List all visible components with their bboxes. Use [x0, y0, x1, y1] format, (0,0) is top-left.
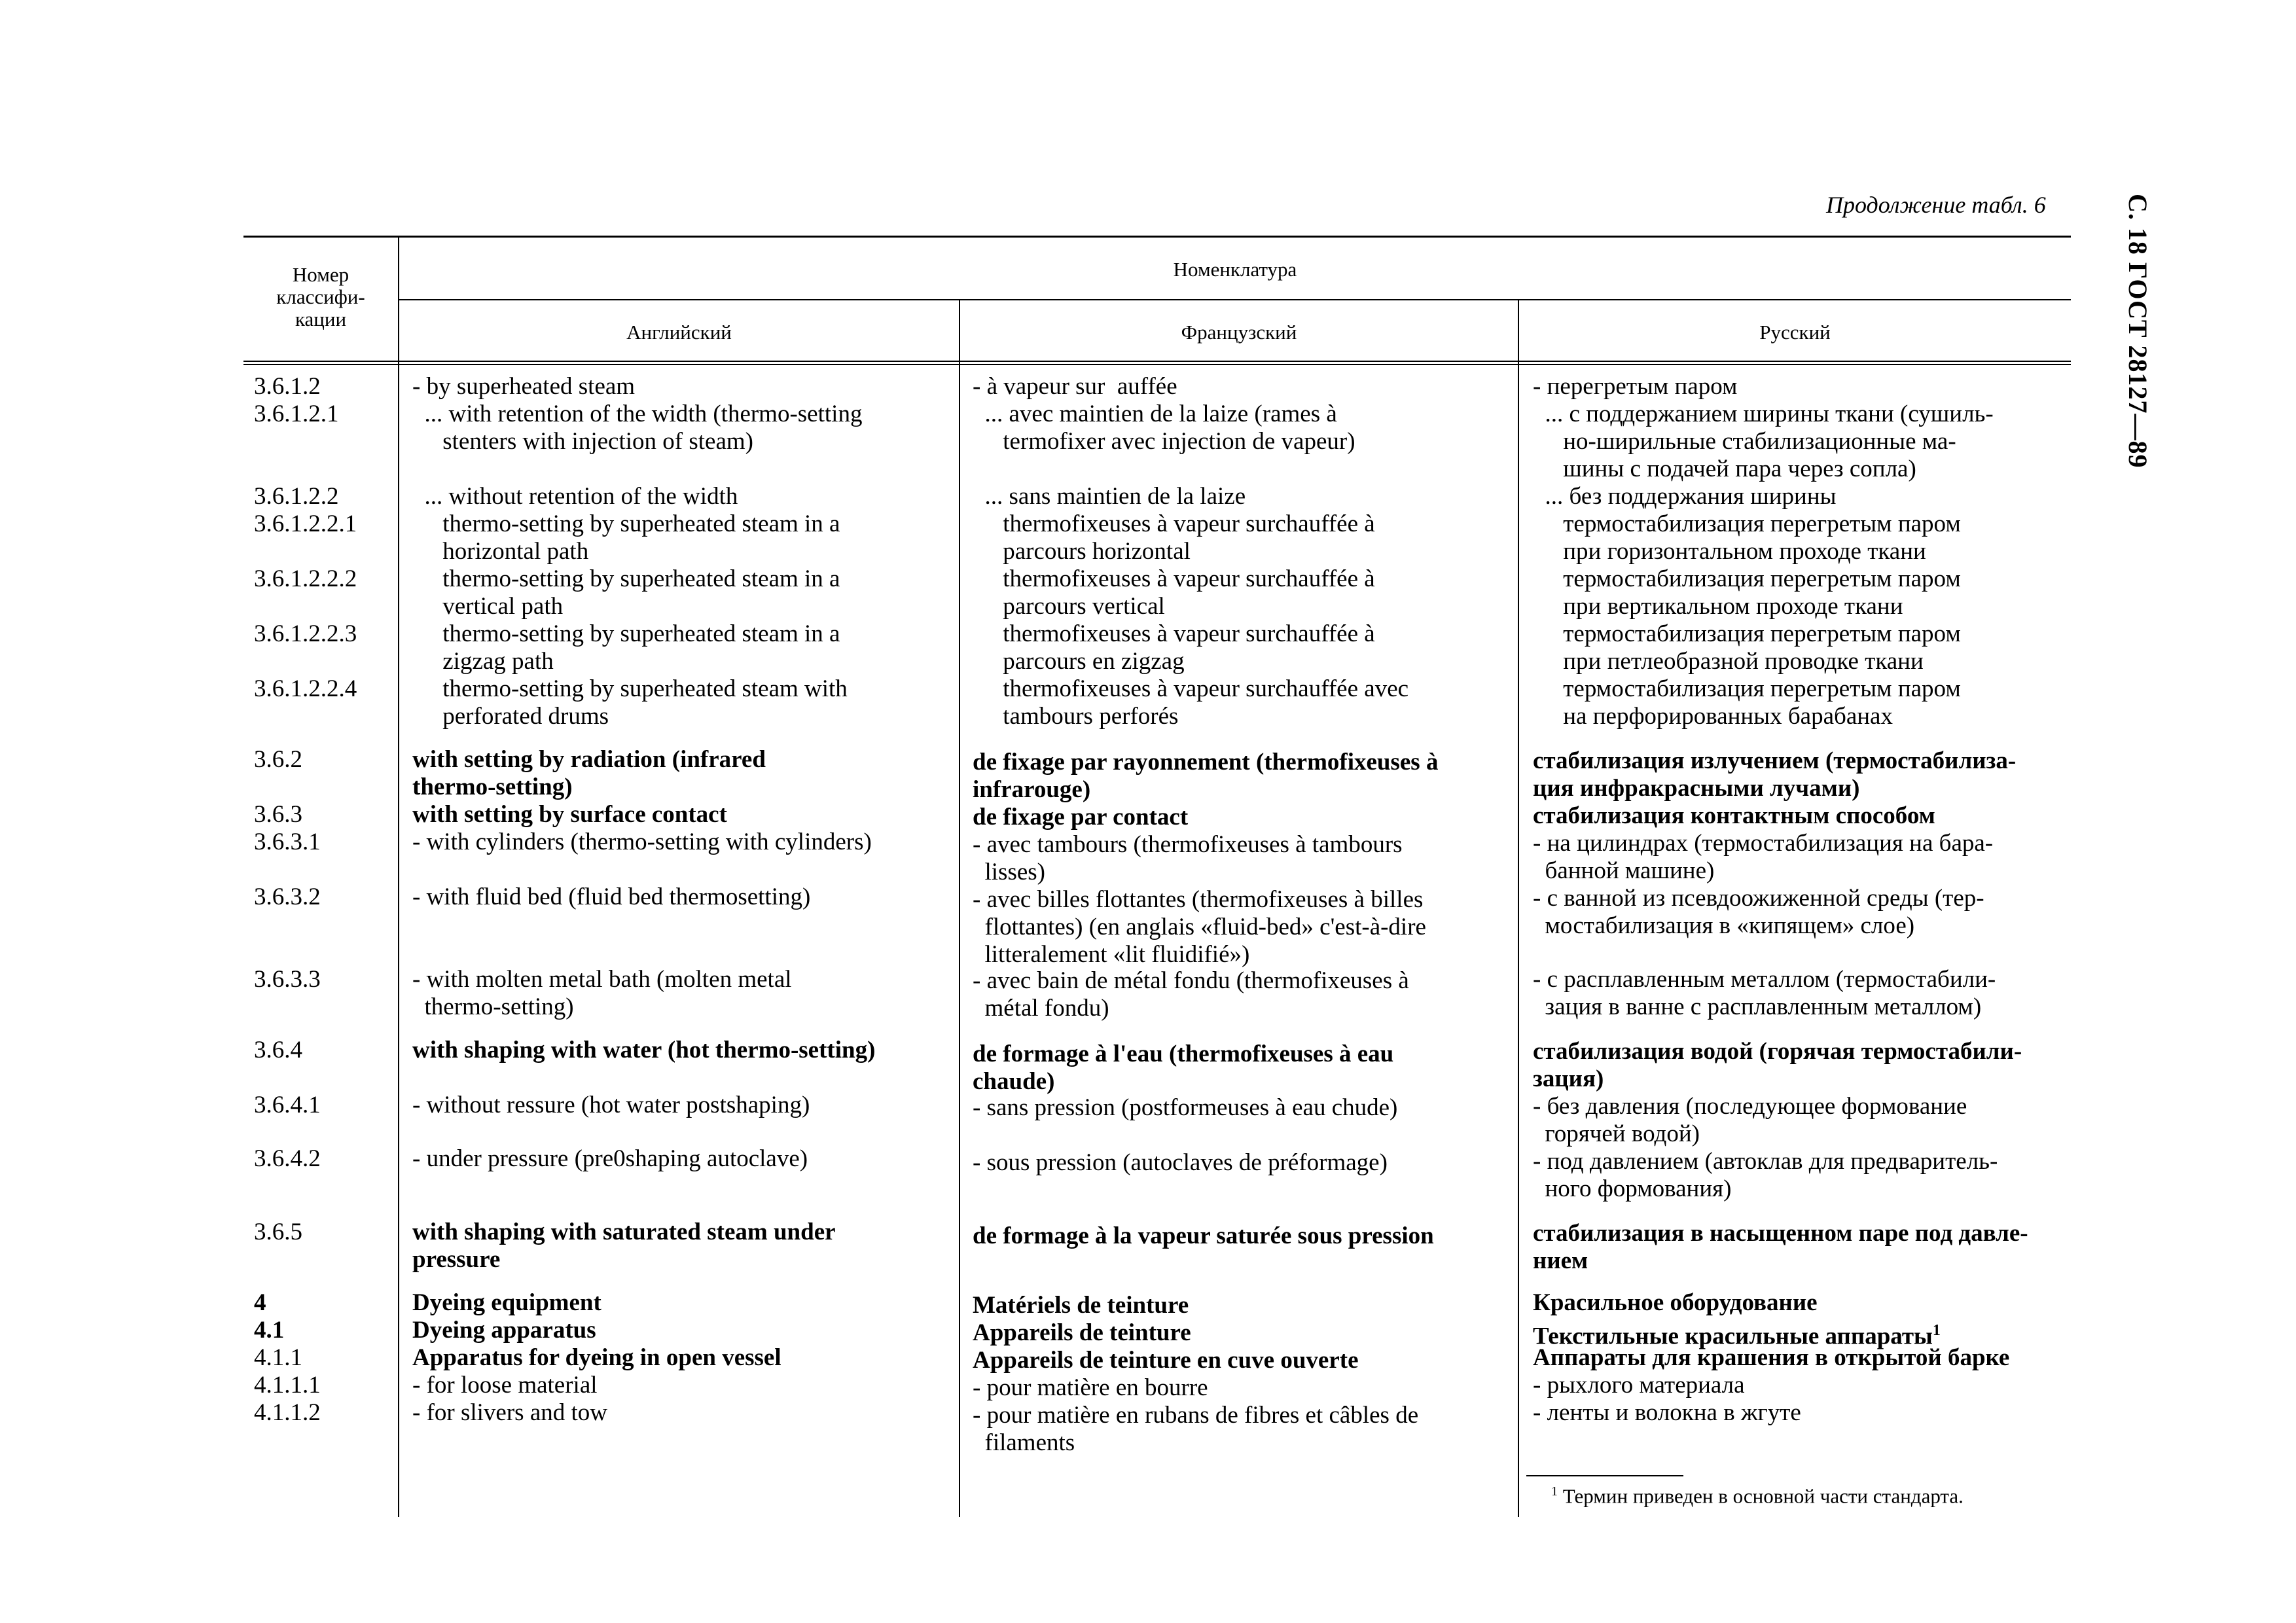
header-number: Номер классифи- кации: [276, 263, 365, 330]
footnote-reference: 1: [1932, 1322, 1941, 1339]
row-number: 3.6.4.2: [254, 1145, 321, 1172]
row-english: ... without retention of the width: [412, 483, 738, 510]
row-russian: - под давлением (автоклав для предваритель- ного формования): [1533, 1148, 1998, 1202]
row-number: 3.6.5: [254, 1219, 302, 1245]
row-english: - without ressure (hot water postshaping): [412, 1092, 810, 1118]
row-french: de fixage par contact: [973, 804, 1189, 830]
row-english: with shaping with saturated steam under pressure: [412, 1219, 836, 1273]
row-english: thermo-setting by superheated steam with perforated drums: [442, 675, 848, 730]
row-english: Apparatus for dyeing in open vessel: [412, 1344, 781, 1371]
row-number: 3.6.1.2.2.2: [254, 565, 357, 592]
row-french: Appareils de teinture: [973, 1319, 1191, 1346]
row-english: with setting by surface contact: [412, 801, 727, 828]
row-french: ... sans maintien de la laize: [973, 483, 1246, 510]
row-number: 3.6.3.2: [254, 883, 321, 910]
row-french: Matériels de teinture: [973, 1292, 1189, 1319]
table-top-border: [243, 236, 2071, 238]
row-french: - pour matière en rubans de fibres et câbles de filaments: [973, 1402, 1419, 1456]
row-russian: ... с поддержанием ширины ткани (сушиль- но-ширильные стабилизационные ма- шины с подачей пара через сопла): [1545, 401, 1994, 482]
row-number: 3.6.1.2.2.1: [254, 510, 357, 537]
row-russian: стабилизация контактным способом: [1533, 802, 1935, 829]
row-russian: термостабилизация перегретым паром при петлеобразной проводке ткани: [1563, 620, 1961, 675]
row-english: Dyeing equipment: [412, 1289, 601, 1316]
row-russian: - с ванной из псевдоожиженной среды (тер- мостабилизация в «кипящем» слое): [1533, 885, 1984, 939]
row-russian: термостабилизация перегретым паром при горизонтальном проходе ткани: [1563, 510, 1961, 565]
row-french: - avec bain de métal fondu (thermofixeuses à métal fondu): [973, 967, 1409, 1022]
header-russian: Русский: [1759, 321, 1831, 344]
row-number: 4.1: [254, 1317, 285, 1344]
row-french: - avec billes flottantes (thermofixeuses à billes flottantes) (en anglais «fluid-bed» c'est-à-dire litteralement «lit fluidifié»): [973, 886, 1426, 968]
footnote: [1551, 1484, 1964, 1508]
header-english: Английский: [626, 321, 732, 344]
row-number: 3.6.4: [254, 1037, 302, 1063]
row-russian: Красильное оборудование: [1533, 1289, 1818, 1316]
row-english: - with fluid bed (fluid bed thermosetting): [412, 883, 811, 910]
header-french: Французский: [1181, 321, 1297, 344]
row-russian: - рыхлого материала: [1533, 1372, 1745, 1399]
row-number: 3.6.1.2.2.3: [254, 620, 357, 647]
row-english: - by superheated steam: [412, 373, 636, 400]
header-inner-rule: [399, 299, 2071, 300]
row-english: - with molten metal bath (molten metal thermo-setting): [412, 966, 792, 1020]
header-bottom-border-1: [243, 361, 2071, 362]
row-french: thermofixeuses à vapeur surchauffée à parcours horizontal: [1003, 510, 1375, 565]
row-french: de fixage par rayonnement (thermofixeuses à infrarouge): [973, 749, 1439, 803]
row-number: 3.6.3.1: [254, 829, 321, 855]
row-number: 3.6.2: [254, 746, 302, 773]
row-number: 4.1.1: [254, 1344, 302, 1371]
row-number: 3.6.1.2.1: [254, 401, 339, 427]
row-english: - with cylinders (thermo-setting with cylinders): [412, 829, 872, 855]
row-english: ... with retention of the width (thermo-setting stenters with injection of steam): [424, 401, 863, 455]
row-english: - under pressure (pre0shaping autoclave): [412, 1145, 808, 1172]
row-english: - for loose material: [412, 1372, 598, 1399]
column-divider-english: [959, 300, 960, 1517]
row-french: - avec tambours (thermofixeuses à tambours lisses): [973, 831, 1403, 885]
column-divider-number: [398, 237, 399, 1517]
row-french: Appareils de teinture en cuve ouverte: [973, 1347, 1359, 1374]
footnote-mark: 1: [1551, 1484, 1558, 1499]
row-russian: - с расплавленным металлом (термостабили- зация в ванне с расплавленным металлом): [1533, 966, 1996, 1020]
row-french: - pour matière en bourre: [973, 1374, 1208, 1401]
row-french: thermofixeuses à vapeur surchauffée avec tambours perforés: [1003, 675, 1409, 730]
row-russian: термостабилизация перегретым паром при вертикальном проходе ткани: [1563, 565, 1961, 620]
row-russian: - ленты и волокна в жгуте: [1533, 1399, 1801, 1426]
row-english: with setting by radiation (infrared thermo-setting): [412, 746, 766, 800]
row-french: ... avec maintien de la laize (rames à termofixer avec injection de vapeur): [984, 401, 1355, 455]
row-number: 3.6.4.1: [254, 1092, 321, 1118]
header-bottom-border-2: [243, 364, 2071, 365]
row-french: de formage à l'eau (thermofixeuses à eau chaude): [973, 1041, 1394, 1095]
row-french: - sans pression (postformeuses à eau chude): [973, 1094, 1398, 1121]
column-divider-french: [1518, 300, 1519, 1517]
row-number: 4: [254, 1289, 266, 1316]
row-english: Dyeing apparatus: [412, 1317, 596, 1344]
footnote-separator: [1526, 1475, 1683, 1476]
row-french: - à vapeur sur auffée: [973, 373, 1177, 400]
row-russian: стабилизация излучением (термостабилиза- ция инфракрасными лучами): [1533, 747, 2017, 802]
row-english: thermo-setting by superheated steam in a horizontal path: [442, 510, 840, 565]
row-french: de formage à la vapeur saturée sous pression: [973, 1222, 1434, 1249]
row-russian: Аппараты для крашения в открытой барке: [1533, 1344, 2010, 1371]
row-english: thermo-setting by superheated steam in a vertical path: [442, 565, 840, 620]
row-french: thermofixeuses à vapeur surchauffée à parcours en zigzag: [1003, 620, 1375, 675]
row-number: 3.6.1.2.2.4: [254, 675, 357, 702]
row-number: 3.6.1.2: [254, 373, 321, 400]
row-russian: ... без поддержания ширины: [1533, 483, 1837, 510]
row-russian: - без давления (последующее формование горячей водой): [1533, 1093, 1967, 1147]
row-russian: термостабилизация перегретым паром на перфорированных барабанах: [1563, 675, 1961, 730]
row-russian: стабилизация водой (горячая термостабили- зация): [1533, 1038, 2022, 1092]
row-english: - for slivers and tow: [412, 1399, 607, 1426]
row-number: 3.6.1.2.2: [254, 483, 339, 510]
row-number: 4.1.1.2: [254, 1399, 321, 1426]
row-number: 3.6.3: [254, 801, 302, 828]
row-french: thermofixeuses à vapeur surchauffée à parcours vertical: [1003, 565, 1375, 620]
row-english: with shaping with water (hot thermo-setting): [412, 1037, 876, 1063]
row-english: thermo-setting by superheated steam in a zigzag path: [442, 620, 840, 675]
header-nomenclature: Номенклатура: [1173, 258, 1297, 281]
row-russian-text: Текстильные красильные аппараты: [1533, 1323, 1933, 1350]
row-number: 4.1.1.1: [254, 1372, 321, 1399]
table-continuation-caption: Продолжение табл. 6: [1826, 192, 2046, 218]
footnote-text: Термин приведен в основной части стандарта.: [1558, 1484, 1964, 1508]
row-number: 3.6.3.3: [254, 966, 321, 993]
row-french: - sous pression (autoclaves de préformage): [973, 1149, 1388, 1176]
row-russian: - перегретым паром: [1533, 373, 1738, 400]
row-russian: - на цилиндрах (термостабилизация на бара- банной машине): [1533, 830, 1994, 884]
page-standard-label: С. 18 ГОСТ 28127—89: [2123, 194, 2153, 469]
row-russian: стабилизация в насыщенном паре под давле- нием: [1533, 1220, 2028, 1274]
